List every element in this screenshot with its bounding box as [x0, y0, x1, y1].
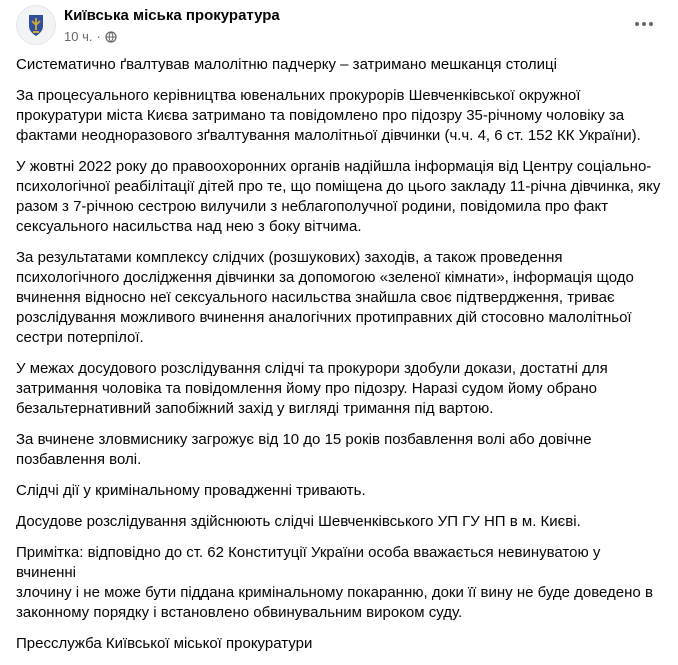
prosecutor-emblem-icon: [21, 10, 51, 40]
post-paragraph: У жовтні 2022 року до правоохоронних органів надійшла інформація від Центру соціально- психологічної реабілітації дітей про те, що поміщена до цього закладу 11-річна дівчинка, яку разом з 7-річною сестрою вилучили з неблагополучної родини, повідомила про факт сексуального насильства над нею з боку вітчима.: [16, 158, 661, 235]
post-meta: [64, 29, 117, 44]
post-headline: Систематично ґвалтував малолітню падчерку – затримано мешканця столиці: [16, 56, 557, 73]
post-paragraph: У межах досудового розслідування слідчі та прокурори здобули докази, достатні для затримання чоловіка та повідомлення йому про підозру. Наразі судом йому обрано безальтернативний запобіжний захід у вигляді тримання під вартою.: [16, 360, 608, 417]
globe-icon: [105, 31, 117, 43]
post-header: [16, 0, 678, 50]
post-paragraph: За результатами комплексу слідчих (розшукових) заходів, а також проведення психологічного дослідження дівчинки за допомогою «зеленої кімнати», інформація щодо вчинення відносно неї сексуального насильства знайшла своє підтвердження, триває розслідування можливого вчинення аналогічних протиправних дій стосовно малолітньої сестри потерпілої.: [16, 249, 634, 346]
post-signature: Пресслужба Київської міської прокуратури: [16, 635, 313, 652]
more-horizontal-icon: [634, 21, 654, 27]
post-paragraph: За вчинене зловмиснику загрожує від 10 до 15 років позбавлення волі або довічне позбавлення волі.: [16, 431, 592, 468]
post-paragraph: Досудове розслідування здійснюють слідчі Шевченківського УП ГУ НП в м. Києві.: [16, 513, 581, 530]
post-note: Примітка: відповідно до ст. 62 Конституції України особа вважається невинуватою у вчиненні злочину і не може бути піддана кримінальному покаранню, доки її вину не буде доведено в законному порядку і встановлено обвинувальним вироком суду.: [16, 544, 653, 621]
post-paragraph: Слідчі дії у кримінальному провадженні тривають.: [16, 482, 366, 499]
page-avatar[interactable]: [16, 5, 56, 45]
post-paragraph: За процесуального керівництва ювенальних прокурорів Шевченківської окружної прокуратури міста Києва затримано та повідомлено про підозру 35-річному чоловіку за фактами неодноразового зґвалтування малолітньої дівчинки (ч.ч. 4, 6 ст. 152 КК України).: [16, 87, 641, 144]
post-time[interactable]: 10 ч.: [64, 29, 93, 44]
post-options-button[interactable]: [630, 10, 658, 38]
post-body: [16, 55, 661, 665]
page-name-link[interactable]: Київська міська прокуратура: [64, 7, 280, 24]
meta-separator: ·: [96, 29, 101, 44]
